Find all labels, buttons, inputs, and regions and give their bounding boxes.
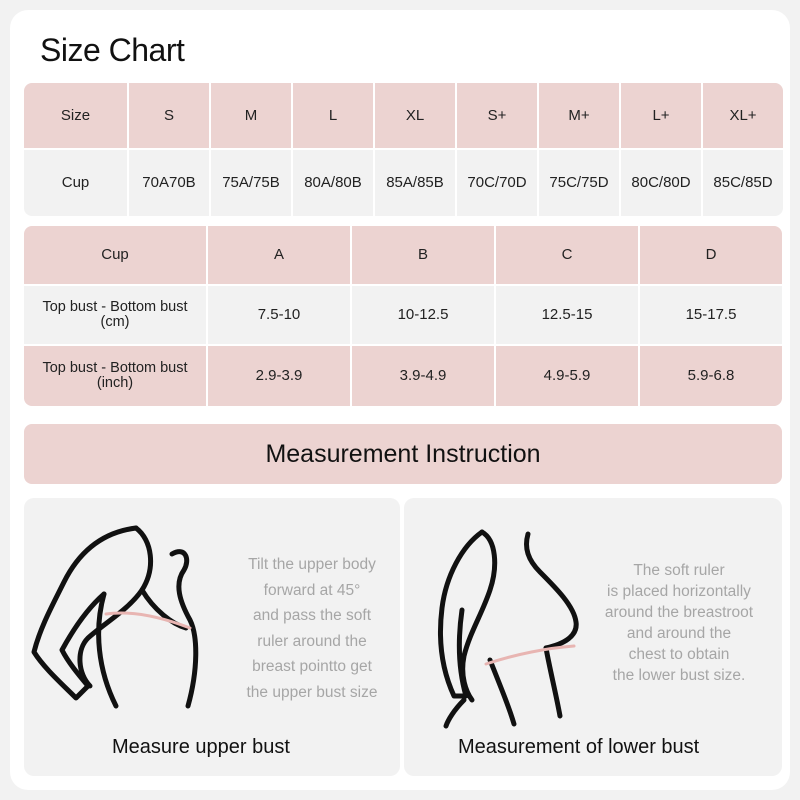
cup-value-l: 80A/80B (293, 150, 373, 216)
size-table (24, 83, 782, 216)
cm-row-label: Top bust - Bottom bust (cm) (24, 286, 206, 344)
upper-bust-figure-icon (24, 510, 224, 730)
cup-value-m-plus: 75C/75D (539, 150, 619, 216)
inch-row-label: Top bust - Bottom bust (inch) (24, 346, 206, 406)
cup-value-s-plus: 70C/70D (457, 150, 537, 216)
cup-row-label: Cup (24, 150, 127, 216)
cup-header-a: A (208, 226, 350, 284)
cup-value-xl: 85A/85B (375, 150, 455, 216)
cup-value-m: 75A/75B (211, 150, 291, 216)
cup-value-s: 70A70B (129, 150, 209, 216)
cup-header-d: D (640, 226, 782, 284)
inch-value-b: 3.9-4.9 (352, 346, 494, 406)
size-header-l: L (293, 83, 373, 148)
cup-table (24, 226, 782, 406)
cup-header-label: Cup (24, 226, 206, 284)
measurement-instruction-heading: Measurement Instruction (24, 424, 782, 484)
size-header-s-plus: S+ (457, 83, 537, 148)
cup-value-xl-plus: 85C/85D (703, 150, 783, 216)
size-header-xl-plus: XL+ (703, 83, 783, 148)
page-title: Size Chart (40, 32, 185, 68)
size-header-l-plus: L+ (621, 83, 701, 148)
size-header-label: Size (24, 83, 127, 148)
upper-bust-description: Tilt the upper body forward at 45° and pass the soft ruler around the breast pointto get the upper bust size (246, 556, 378, 701)
upper-bust-caption: Measure upper bust (112, 736, 290, 758)
cm-value-d: 15-17.5 (640, 286, 782, 344)
upper-bust-panel (24, 498, 400, 776)
cm-value-a: 7.5-10 (208, 286, 350, 344)
inch-value-d: 5.9-6.8 (640, 346, 782, 406)
size-header-m: M (211, 83, 291, 148)
cm-value-b: 10-12.5 (352, 286, 494, 344)
cup-value-l-plus: 80C/80D (621, 150, 701, 216)
size-header-xl: XL (375, 83, 455, 148)
cup-header-b: B (352, 226, 494, 284)
lower-bust-figure-icon (424, 510, 604, 730)
inch-value-c: 4.9-5.9 (496, 346, 638, 406)
cup-header-c: C (496, 226, 638, 284)
lower-bust-caption: Measurement of lower bust (458, 736, 700, 758)
lower-bust-description: The soft ruler is placed horizontally around the breastroot and around the chest to obtain the lower bust size. (604, 562, 754, 684)
inch-value-a: 2.9-3.9 (208, 346, 350, 406)
cm-value-c: 12.5-15 (496, 286, 638, 344)
size-header-s: S (129, 83, 209, 148)
lower-bust-panel (404, 498, 782, 776)
size-header-m-plus: M+ (539, 83, 619, 148)
